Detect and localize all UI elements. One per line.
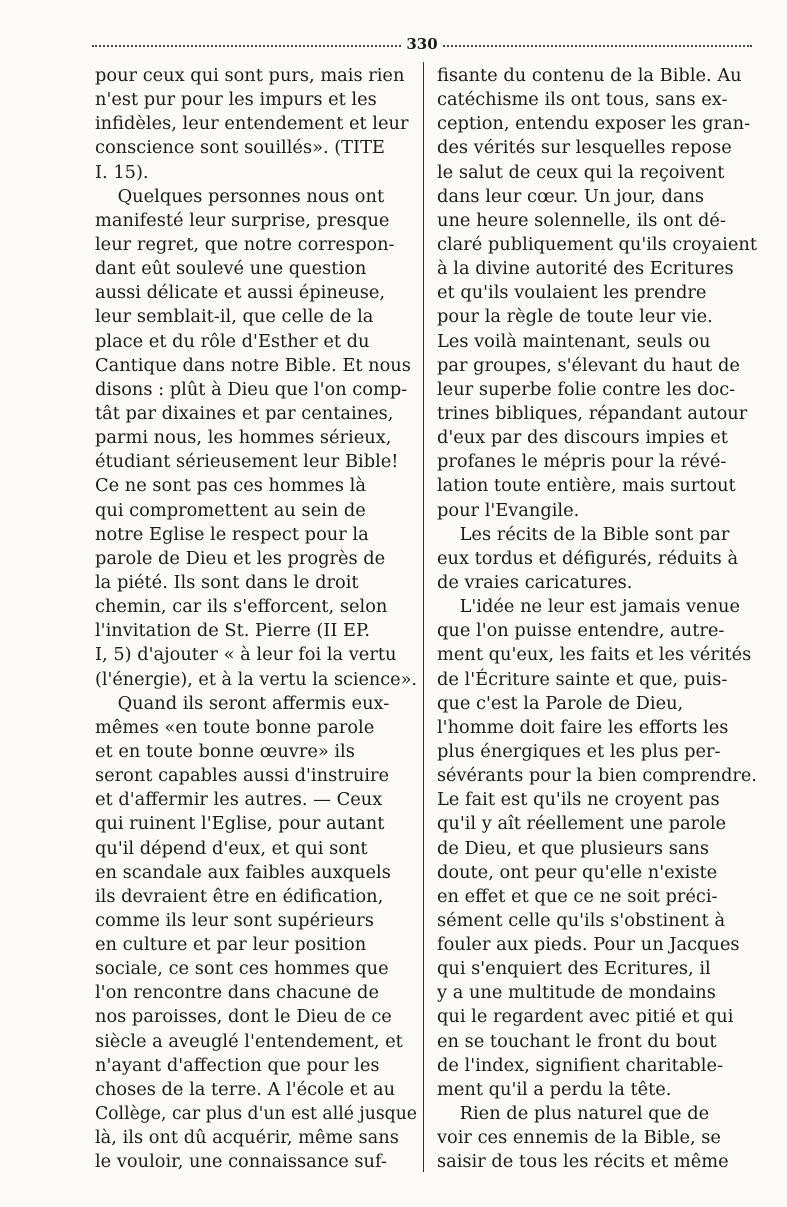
left-column-line: étudiant sérieusement leur Bible! [95,451,399,473]
right-column-line: ment qu'il a perdu la tête. [437,1078,672,1100]
left-column-line: pour ceux qui sont purs, mais rien [95,65,405,86]
left-column-line: dant eût soulevé une question [95,258,367,280]
right-column-line: pour la règle de toute leur vie. [437,306,713,328]
right-column-line: claré publiquement qu'ils croyaient [437,233,757,255]
right-column-line: sément celle qu'ils s'obstinent à [437,909,726,931]
right-column-line: ception, entendu exposer les gran- [437,113,751,135]
left-column-line: notre Eglise le respect pour la [95,523,369,545]
left-column-line: I, 5) d'ajouter « à leur foi la vertu [95,644,397,666]
left-column-line: l'invitation de St. Pierre (II EP. [95,620,370,642]
right-column-line: en effet et que ce ne soit préci- [437,885,718,907]
right-column-line: Les voilà maintenant, seuls ou [437,330,711,352]
right-column-line: une heure solennelle, ils ont dé- [437,209,726,231]
right-column-line: saisir de tous les récits et même [437,1151,729,1173]
left-column-line: la piété. Ils sont dans le droit [95,571,359,593]
right-column-line: en se touchant le front du bout [437,1030,717,1052]
right-column-line: que l'on puisse entendre, autre- [437,620,725,642]
left-column-line: qui compromettent au sein de [95,499,366,521]
right-column-line: qui s'enquiert des Ecritures, il [437,958,711,980]
left-column-line: sociale, ce sont ces hommes que [95,958,389,980]
right-column-line: Les récits de la Bible sont par [437,523,730,545]
right-column-line: ment qu'eux, les faits et les vérités [437,644,752,666]
left-column-line: disons : plût à Dieu que l'on comp- [95,378,408,400]
left-column-line: conscience sont souillés». (TITE [95,137,385,159]
right-column-line: le salut de ceux qui la reçoivent [437,161,725,183]
right-column-line: par groupes, s'élevant du haut de [437,354,740,376]
left-column [95,64,417,1174]
right-column-line: l'homme doit faire les efforts les [437,716,729,738]
right-column-line: et qu'ils voulaient les prendre [437,282,707,304]
page-header [92,36,752,52]
right-column-line: Le fait est qu'ils ne croyent pas [437,789,720,811]
column-divider [423,62,424,1172]
left-column-line: siècle a aveuglé l'entendement, et [95,1030,403,1052]
right-column [437,64,757,1174]
left-column-line: aussi délicate et aussi épineuse, [95,282,386,304]
left-column-line: chemin, car ils s'efforcent, selon [95,596,388,618]
left-column-line: n'est pur pour les impurs et les [95,89,377,111]
left-column-line: Ce ne sont pas ces hommes là [95,475,366,497]
right-column-line: d'eux par des discours impies et [437,427,728,449]
left-column-line: n'ayant d'affection que pour les [95,1054,380,1076]
right-column-line: sévérants pour la bien comprendre. [437,765,757,787]
right-column-line: de vraies caricatures. [437,571,633,593]
left-column-line: Quelques personnes nous ont [95,185,385,207]
right-column-line: que c'est la Parole de Dieu, [437,692,684,714]
right-column-line: Rien de plus naturel que de [437,1103,710,1125]
left-column-line: leur semblait-il, que celle de la [95,306,374,328]
left-column-line: choses de la terre. A l'école et au [95,1078,396,1100]
left-column-line: là, ils ont dû acquérir, même sans [95,1127,399,1149]
right-column-line: profanes le mépris pour la révé- [437,451,727,473]
right-column-line: L'idée ne leur est jamais venue [437,596,740,618]
right-column-line: de l'index, signifient charitable- [437,1054,724,1076]
left-column-line: et en toute bonne œuvre» ils [95,740,355,762]
left-column-line: Cantique dans notre Bible. Et nous [95,354,411,376]
right-column-line: qui le regardent avec pitié et qui [437,1006,734,1028]
left-column-line: l'on rencontre dans chacune de [95,982,379,1004]
right-column-line: dans leur cœur. Un jour, dans [437,185,705,207]
right-column-line: catéchisme ils ont tous, sans ex- [437,89,728,111]
left-column-line: Collège, car plus d'un est allé jusque [95,1103,417,1125]
left-column-line: ils devraient être en édification, [95,885,384,907]
right-column-line: lation toute entière, mais surtout [437,475,736,497]
left-column-line: manifesté leur surprise, presque [95,209,390,231]
left-column-line: qu'il dépend d'eux, et qui sont [95,837,368,859]
right-column-line: voir ces ennemis de la Bible, se [437,1127,721,1149]
left-column-line: le vouloir, une connaissance suf- [95,1151,387,1173]
right-column-line: qu'il y aît réellement une parole [437,813,727,835]
left-column-line: qui ruinent l'Eglise, pour autant [95,813,385,835]
left-column-line: en culture et par leur position [95,934,367,956]
right-column-line: fisante du contenu de la Bible. Au [437,65,742,86]
right-column-line: de Dieu, et que plusieurs sans [437,837,709,859]
left-column-line: et d'affermir les autres. — Ceux [95,789,383,811]
right-column-line: eux tordus et défigurés, réduits à [437,547,739,569]
right-column-line: à la divine autorité des Ecritures [437,258,734,280]
right-column-line: y a une multitude de mondains [437,982,716,1004]
left-column-line: mêmes «en toute bonne parole [95,716,375,738]
left-column-line: tât par dixaines et par centaines, [95,402,394,424]
right-column-line: des vérités sur lesquelles repose [437,137,732,159]
left-column-line: nos paroisses, dont le Dieu de ce [95,1006,392,1028]
right-column-line: trines bibliques, répandant autour [437,402,748,424]
right-column-line: leur superbe folie contre les doc- [437,378,736,400]
right-column-line: fouler aux pieds. Pour un Jacques [437,934,740,956]
right-column-line: de l'Écriture sainte et que, puis- [437,668,728,690]
left-column-line: seront capables aussi d'instruire [95,765,389,787]
left-column-line: I. 15). [95,161,149,183]
left-column-line: parmi nous, les hommes sérieux, [95,427,392,449]
left-column-line: (l'énergie), et à la vertu la science». [95,668,417,690]
left-column-line: Quand ils seront affermis eux- [95,692,390,714]
page-number: 330 [402,36,441,52]
left-column-line: infidèles, leur entendement et leur [95,113,409,135]
right-column-line: pour l'Evangile. [437,499,580,521]
right-column-line: doute, ont peur qu'elle n'existe [437,861,718,883]
left-column-line: comme ils leur sont supérieurs [95,909,374,931]
left-column-line: leur regret, que notre correspon- [95,233,395,255]
left-column-line: en scandale aux faibles auxquels [95,861,391,883]
left-column-line: place et du rôle d'Esther et du [95,330,370,352]
left-column-line: parole de Dieu et les progrès de [95,547,386,569]
right-column-line: plus énergiques et les plus per- [437,740,721,762]
